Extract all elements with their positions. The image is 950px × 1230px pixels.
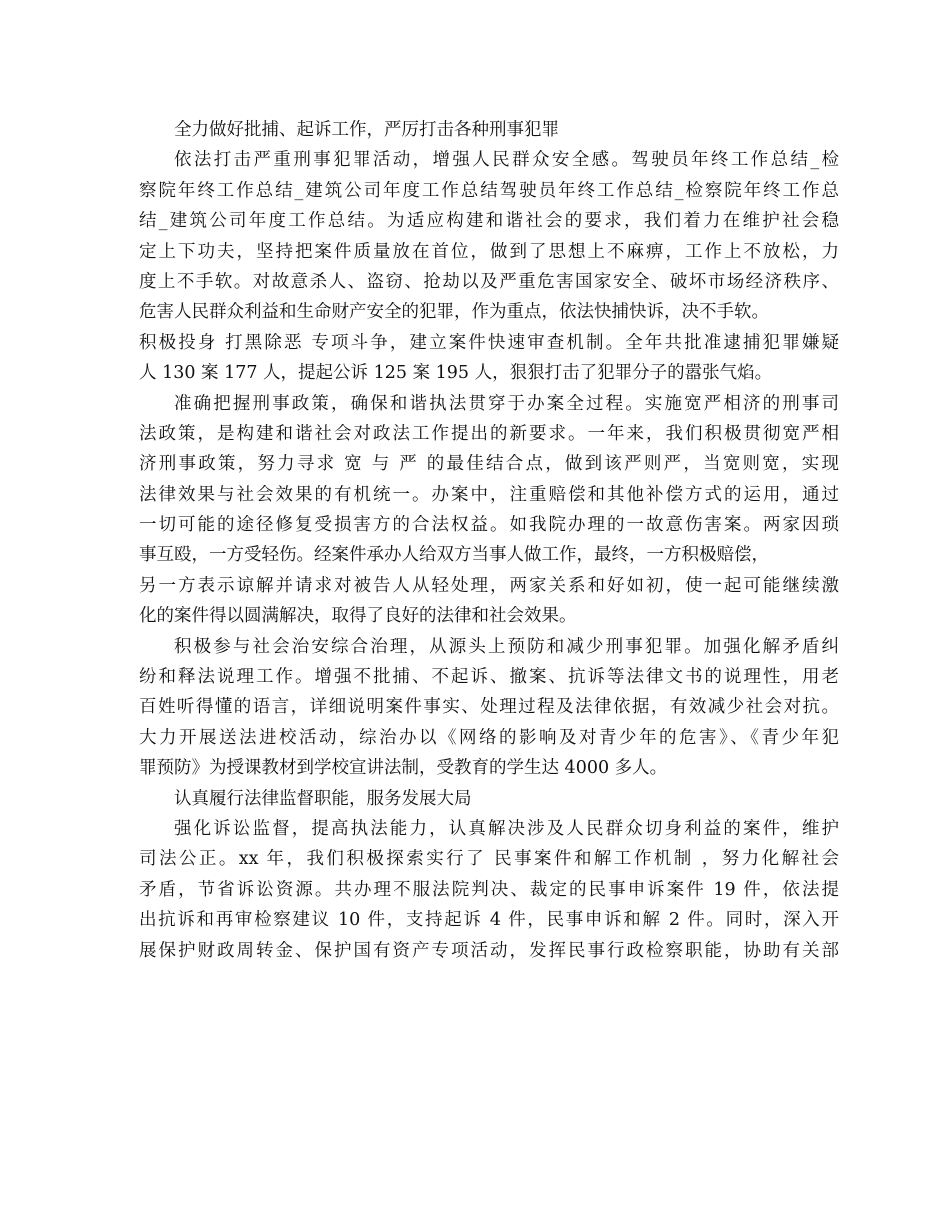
text-line: 法律效果与社会效果的有机统一。办案中，注重赔偿和其他补偿方式的运用，通过 — [139, 484, 839, 505]
text-line: 全力做好批捕、起诉工作，严厉打击各种刑事犯罪 — [174, 120, 559, 140]
text-line: 认真履行法律监督职能，服务发展大局 — [174, 788, 472, 809]
text-line: 度上不手软。对故意杀人、盗窃、抢劫以及严重危害国家安全、破坏市场经济秩序、 — [139, 271, 839, 292]
text-line: 察院年终工作总结_建筑公司年度工作总结驾驶员年终工作总结_检察院年终工作总 — [139, 180, 839, 201]
text-line: 司法公正。xx 年，我们积极探索实行了 民事案件和解工作机制 ，努力化解社会 — [139, 849, 839, 870]
text-line: 危害人民群众利益和生命财产安全的犯罪，作为重点，依法快捕快诉，决不手软。 — [139, 302, 769, 323]
text-line: 纷和释法说理工作。增强不批捕、不起诉、撤案、抗诉等法律文书的说理性，用老 — [139, 667, 839, 688]
text-line: 定上下功夫，坚持把案件质量放在首位，做到了思想上不麻痹，工作上不放松，力 — [139, 241, 839, 262]
text-line: 百姓听得懂的语言，详细说明案件事实、处理过程及法律依据，有效减少社会对抗。 — [139, 697, 839, 718]
text-line: 法政策，是构建和谐社会对政法工作提出的新要求。一年来，我们积极贯彻宽严相 — [139, 423, 839, 444]
text-line: 准确把握刑事政策，确保和谐执法贯穿于办案全过程。实施宽严相济的刑事司 — [174, 393, 839, 414]
text-line: 人 130 案 177 人，提起公诉 125 案 195 人，狠狠打击了犯罪分子的嚣张气焰。 — [139, 363, 773, 384]
text-line: 展保护财政周转金、保护国有资产专项活动，发挥民事行政检察职能，协助有关部 — [139, 940, 839, 961]
text-line: 积极参与社会治安综合治理，从源头上预防和减少刑事犯罪。加强化解矛盾纠 — [174, 636, 839, 657]
text-line: 依法打击严重刑事犯罪活动，增强人民群众安全感。驾驶员年终工作总结_检 — [174, 150, 839, 171]
text-line: 积极投身 打黑除恶 专项斗争，建立案件快速审查机制。全年共批准逮捕犯罪嫌疑 — [139, 332, 839, 353]
text-line: 罪预防》为授课教材到学校宣讲法制，受教育的学生达 4000 多人。 — [139, 758, 668, 779]
text-line: 出抗诉和再审检察建议 10 件，支持起诉 4 件，民事申诉和解 2 件。同时，深入开 — [139, 910, 839, 931]
document-body — [139, 115, 839, 966]
text-line: 事互殴，一方受轻伤。经案件承办人给双方当事人做工作，最终，一方积极赔偿， — [139, 545, 769, 566]
text-line: 一切可能的途径修复受损害方的合法权益。如我院办理的一故意伤害案。两家因琐 — [139, 515, 839, 536]
text-line: 矛盾，节省诉讼资源。共办理不服法院判决、裁定的民事申诉案件 19 件，依法提 — [139, 879, 839, 900]
text-line: 强化诉讼监督，提高执法能力，认真解决涉及人民群众切身利益的案件，维护 — [174, 818, 839, 839]
text-line: 济刑事政策，努力寻求 宽 与 严 的最佳结合点，做到该严则严，当宽则宽，实现 — [139, 454, 839, 475]
text-line: 大力开展送法进校活动，综治办以《网络的影响及对青少年的危害》、《青少年犯 — [139, 727, 839, 748]
text-line: 化的案件得以圆满解决，取得了良好的法律和社会效果。 — [139, 606, 577, 627]
text-line: 结_建筑公司年度工作总结。为适应构建和谐社会的要求，我们着力在维护社会稳 — [139, 211, 839, 232]
text-line: 另一方表示谅解并请求对被告人从轻处理，两家关系和好如初，使一起可能继续激 — [139, 575, 839, 596]
